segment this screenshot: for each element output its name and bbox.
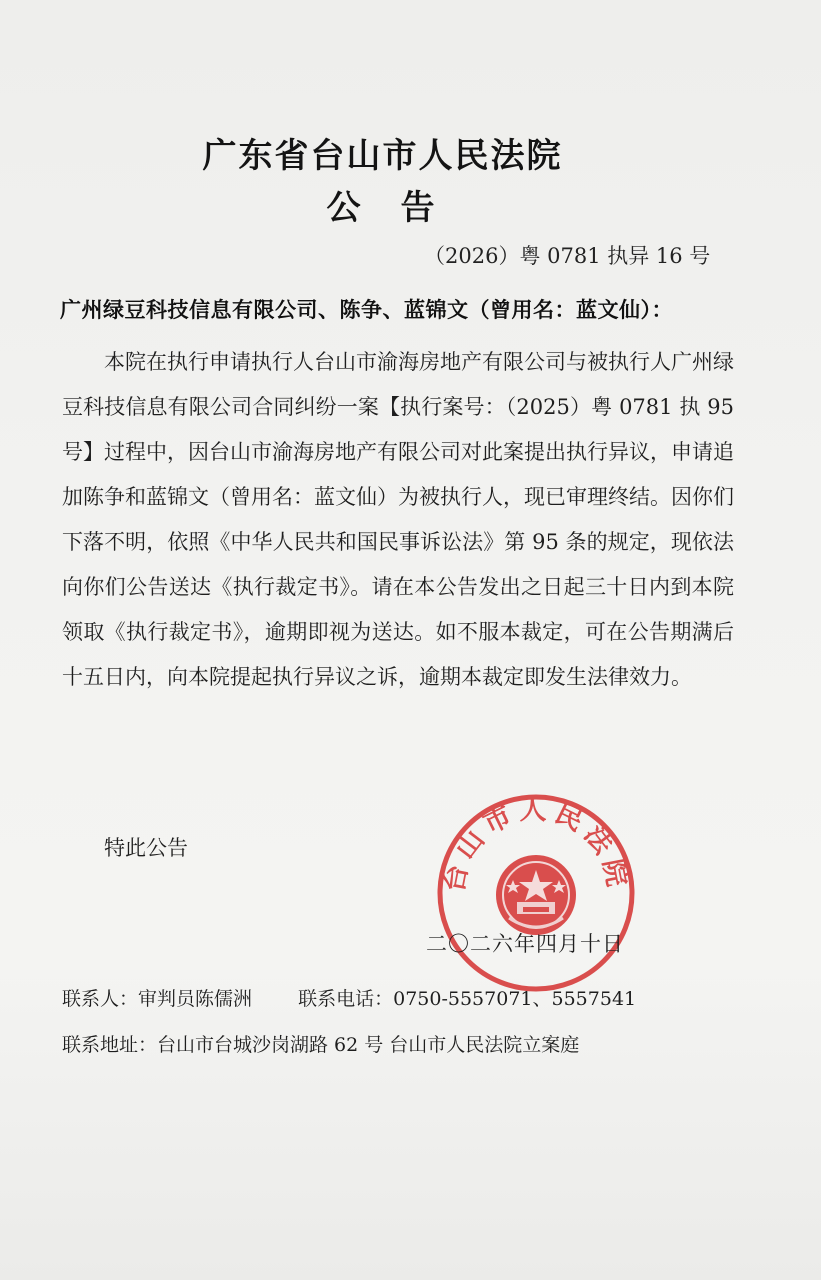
case-number: （2026）粤 0781 执异 16 号 (424, 244, 711, 268)
addressee-line: 广州绿豆科技信息有限公司、陈争、蓝锦文（曾用名：蓝文仙）： (60, 297, 673, 322)
contact-phone: 联系电话：0750-5557071、5557541 (298, 988, 637, 1010)
contact-address: 联系地址：台山市台城沙岗湖路 62 号 台山市人民法院立案庭 (62, 1034, 580, 1056)
issue-date: 二〇二六年四月十日 (426, 932, 624, 956)
notice-body: 本院在执行申请执行人台山市渝海房地产有限公司与被执行人广州绿豆科技信息有限公司合同纠纷一案【执行案号：（2025）粤 0781 执 95 号】过程中，因台山市渝海房地产有限公司对此案提出执行异议，申请追加陈争和蓝锦文（曾用名：蓝文仙）为被执行人，现已审理终结。因你们下落不明，依照《中华人民共和国民事诉讼法》第 95 条的规定，现依法向你们公告送达《执行裁定书》。请在本公告发出之日起三十日内到本院领取《执行裁定书》，逾期即视为送达。如不服本裁定，可在公告期满后十五日内，向本院提起执行异议之诉，逾期本裁定即发生法律效力。 (62, 350, 734, 689)
contact-person: 联系人：审判员陈儒洲 (62, 988, 253, 1010)
doc-type-heading: 公告 (326, 188, 475, 228)
contact-line (62, 984, 636, 1011)
closing-line: 特此公告 (104, 836, 188, 860)
national-emblem-icon (496, 855, 576, 935)
seal-text: 台山市人民法院 (438, 795, 634, 895)
court-name-heading: 广东省台山市人民法院 (202, 136, 563, 176)
court-seal (433, 790, 639, 996)
